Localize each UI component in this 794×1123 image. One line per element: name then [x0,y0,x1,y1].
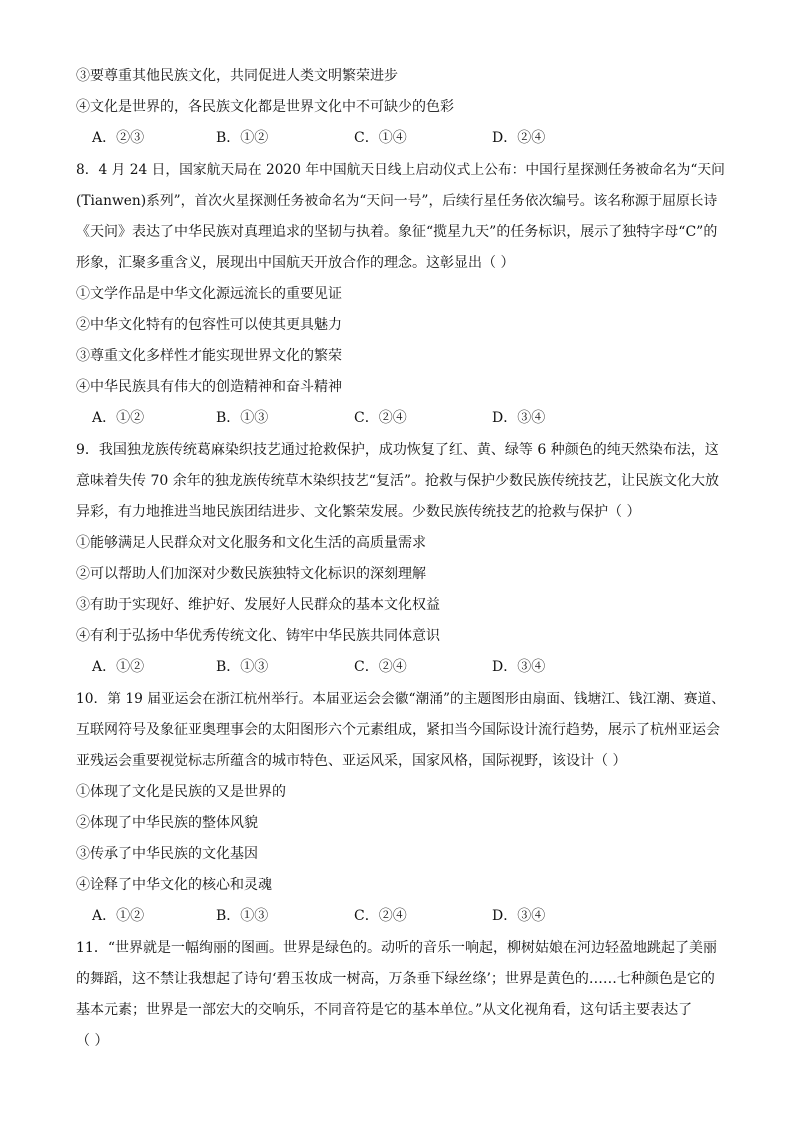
q10-statement-3: ③传承了中华民族的文化基因 [76,846,258,862]
q8-stem-line-4: 形象，汇聚多重含义，展现出中国航天开放合作的理念。这彰显出（ ） [76,255,515,271]
q10-statement-1: ①体现了文化是民族的又是世界的 [76,784,286,800]
q9-stem-line-1: 9．我国独龙族传统葛麻染织技艺通过抢救保护，成功恢复了红、黄、绿等 6 种颜色的纯天然染布法，这 [76,442,719,458]
q9-options [92,658,712,676]
q8-statement-4: ④中华民族具有伟大的创造精神和奋斗精神 [76,379,342,395]
q9-option-b[interactable]: B．①③ [216,659,269,675]
q11-answer-blank: （ ） [76,1033,109,1049]
q10-option-d[interactable]: D．③④ [492,908,546,924]
q10-option-b[interactable]: B．①③ [216,908,269,924]
q11-stem-line-2: 的舞蹈，这不禁让我想起了诗句‘碧玉妆成一树高，万条垂下绿丝绦’；世界是黄色的……七种颜色是它的 [76,971,715,987]
q10-stem-line-1: 10．第 19 届亚运会在浙江杭州举行。本届亚运会会徽“潮涌”的主题图形由扇面、钱塘江、钱江潮、赛道、 [76,691,726,707]
q9-stem-line-3: 异彩，有力地推进当地民族团结进步、文化繁荣发展。少数民族传统技艺的抢救与保护（ ） [76,504,641,520]
q9-stem-line-2: 意味着失传 70 余年的独龙族传统草木染织技艺“复活”。抢救与保护少数民族传统技艺，让民族文化大放 [76,473,720,489]
q8-option-c[interactable]: C．②④ [354,410,407,426]
q7-option-b[interactable]: B．①② [216,130,269,146]
q9-option-c[interactable]: C．②④ [354,659,407,675]
q9-statement-4: ④有利于弘扬中华优秀传统文化、铸牢中华民族共同体意识 [76,628,440,644]
q8-statement-1: ①文学作品是中华文化源远流长的重要见证 [76,286,342,302]
q10-option-c[interactable]: C．②④ [354,908,407,924]
q7-option-a[interactable]: A．②③ [92,130,145,146]
q8-options [92,409,712,427]
q8-statement-3: ③尊重文化多样性才能实现世界文化的繁荣 [76,348,342,364]
q10-statement-2: ②体现了中华民族的整体风貌 [76,815,258,831]
q10-stem-line-3: 亚残运会重要视觉标志所蕴含的城市特色、亚运风采，国家风格，国际视野，该设计（ ） [76,753,627,769]
q7-option-c[interactable]: C．①④ [354,130,407,146]
q8-statement-2: ②中华文化特有的包容性可以使其更具魅力 [76,317,342,333]
q7-statement-3: ③要尊重其他民族文化，共同促进人类文明繁荣进步 [76,68,398,84]
q8-stem-line-2: (Tianwen)系列”，首次火星探测任务被命名为“天问一号”，后续行星任务依次编号。该名称源于屈原长诗 [76,193,718,209]
q7-option-d[interactable]: D．②④ [492,130,546,146]
q10-stem-line-2: 互联网符号及象征亚奥理事会的太阳图形六个元素组成，紧扣当今国际设计流行趋势，展示了杭州亚运会 [76,722,720,738]
q9-statement-1: ①能够满足人民群众对文化服务和文化生活的高质量需求 [76,535,426,551]
q8-option-a[interactable]: A．①② [92,410,145,426]
q9-statement-2: ②可以帮助人们加深对少数民族独特文化标识的深刻理解 [76,566,426,582]
q10-option-a[interactable]: A．①② [92,908,145,924]
q7-options [92,129,712,147]
q11-stem-line-1: 11．“世界就是一幅绚丽的图画。世界是绿色的。动听的音乐一响起，柳树姑娘在河边轻盈地跳起了美丽 [76,940,717,956]
q9-statement-3: ③有助于实现好、维护好、发展好人民群众的基本文化权益 [76,597,440,613]
q10-statement-4: ④诠释了中华文化的核心和灵魂 [76,877,272,893]
q10-options [92,907,712,925]
q8-option-d[interactable]: D．③④ [492,410,546,426]
q8-stem-line-1: 8．4 月 24 日，国家航天局在 2020 年中国航天日线上启动仪式上公布：中国行星探测任务被命名为“天问 [76,162,725,178]
q11-stem-line-3: 基本元素；世界是一部宏大的交响乐，不同音符是它的基本单位。”从文化视角看，这句话主要表达了 [76,1002,693,1018]
q8-stem-line-3: 《天问》表达了中华民族对真理追求的坚韧与执着。象征“揽星九天”的任务标识，展示了独特字母“C”的 [76,224,718,240]
q8-option-b[interactable]: B．①③ [216,410,269,426]
q7-statement-4: ④文化是世界的，各民族文化都是世界文化中不可缺少的色彩 [76,99,454,115]
q9-option-d[interactable]: D．③④ [492,659,546,675]
q9-option-a[interactable]: A．①② [92,659,145,675]
